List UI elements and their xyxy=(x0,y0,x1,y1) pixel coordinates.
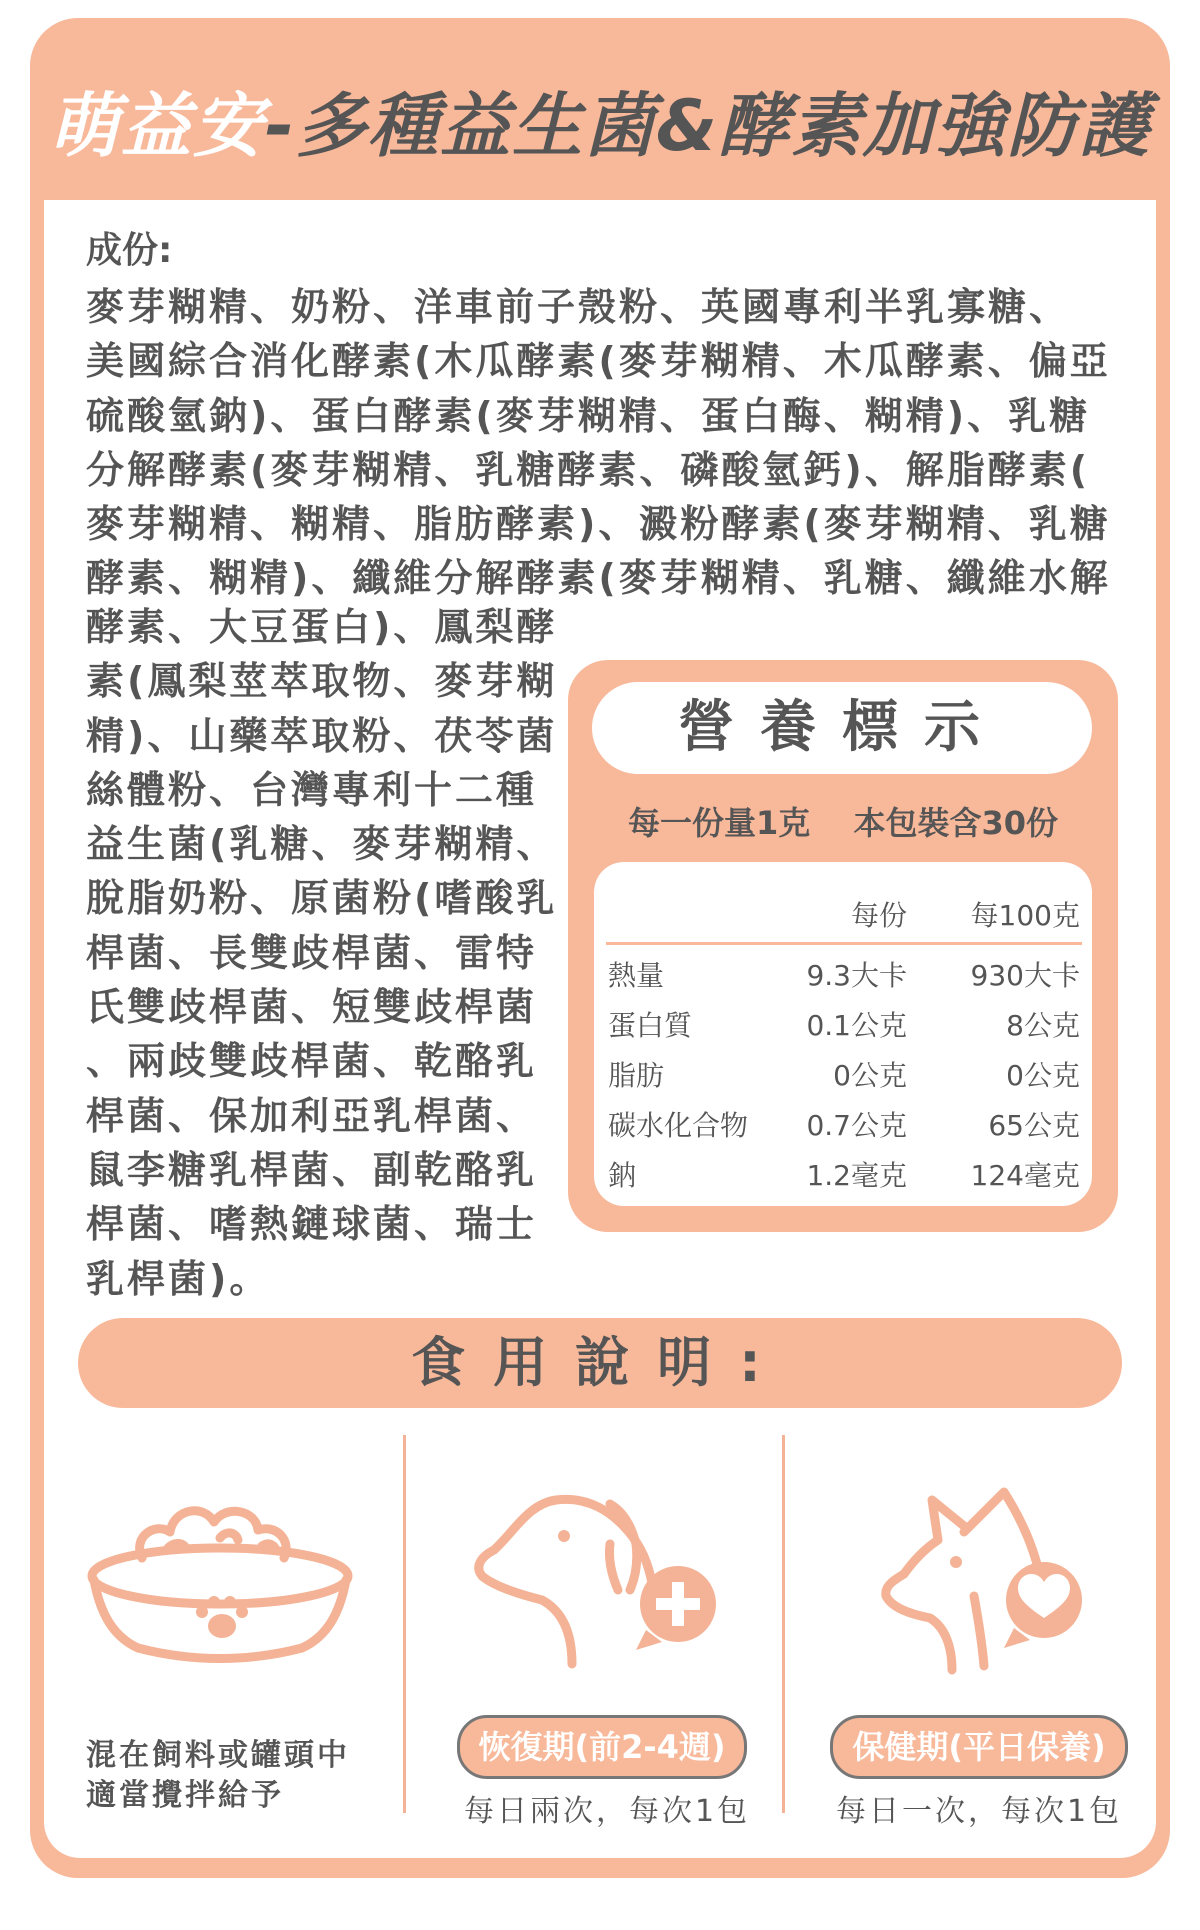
ingredients-text-narrow xyxy=(86,600,566,1306)
value-per-100g: 0公克 xyxy=(1006,1059,1080,1092)
dog-plus-icon xyxy=(460,1478,720,1678)
col-header-per-serving: 每份 xyxy=(850,899,907,932)
cat-heart-icon xyxy=(868,1478,1108,1678)
serving-info xyxy=(568,798,1118,844)
page-title xyxy=(0,70,1200,171)
table-row xyxy=(594,954,1092,994)
value-per-serving: 1.2毫克 xyxy=(806,1159,907,1192)
value-per-serving: 0公克 xyxy=(833,1059,907,1092)
ingredients-text-full xyxy=(86,280,1126,606)
column-divider xyxy=(403,1435,406,1813)
ingredient-line: 美國綜合消化酵素(木瓜酵素(麥芽糊精、木瓜酵素、偏亞 xyxy=(86,339,1111,384)
brand-name: 萌益安 xyxy=(48,85,265,167)
ingredient-line: 分解酵素(麥芽糊精、乳糖酵素、磷酸氫鈣)、解脂酵素( xyxy=(86,447,1091,492)
ingredient-line: 桿菌、長雙歧桿菌、雷特 xyxy=(86,930,538,975)
ingredient-line: 酵素、大豆蛋白)、鳳梨酵 xyxy=(86,605,558,649)
value-per-100g: 8公克 xyxy=(1006,1009,1080,1042)
ingredient-line: 乳桿菌)。 xyxy=(86,1256,271,1301)
col-header-per-100g: 每100克 xyxy=(970,899,1080,932)
table-row xyxy=(594,1004,1092,1044)
value-per-serving: 9.3大卡 xyxy=(806,959,907,992)
ingredient-line: 素(鳳梨莖萃取物、麥芽糊 xyxy=(86,659,558,704)
nutrient-name: 碳水化合物 xyxy=(608,1109,749,1142)
ingredient-line: 硫酸氫鈉)、蛋白酵素(麥芽糊精、蛋白酶、糊精)、乳糖 xyxy=(86,393,1091,438)
title-tagline: -多種益生菌&酵素加強防護 xyxy=(264,85,1152,167)
nutrient-name: 鈉 xyxy=(608,1159,637,1192)
maintenance-period-badge: 保健期(平日保養) xyxy=(830,1715,1128,1779)
ingredient-line: 精)、山藥萃取粉、茯苓菌 xyxy=(86,713,558,758)
nutrient-name: 蛋白質 xyxy=(608,1009,693,1042)
serving-size: 每一份量1克 xyxy=(628,804,811,842)
maintenance-dose-text: 每日一次，每次1包 xyxy=(835,1794,1123,1829)
bowl-instruction-line-2: 適當攪拌給予 xyxy=(86,1778,284,1813)
value-per-100g: 930大卡 xyxy=(970,959,1080,992)
table-header-divider xyxy=(606,942,1082,945)
recovery-dose-text: 每日兩次，每次1包 xyxy=(463,1794,751,1829)
servings-per-pack: 本包裝含30份 xyxy=(853,804,1058,842)
nutrient-name: 脂肪 xyxy=(608,1059,665,1092)
table-row xyxy=(594,1104,1092,1144)
ingredient-line: 益生菌(乳糖、麥芽糊精、 xyxy=(86,822,558,867)
ingredients-label: 成份: xyxy=(86,230,173,271)
ingredient-line: 、兩歧雙歧桿菌、乾酪乳 xyxy=(86,1039,538,1084)
ingredient-line: 桿菌、保加利亞乳桿菌、 xyxy=(86,1093,538,1138)
ingredient-line: 桿菌、嗜熱鏈球菌、瑞士 xyxy=(86,1202,538,1247)
nutrition-panel xyxy=(568,660,1118,1232)
nutrition-title: 營養標示 xyxy=(592,682,1092,774)
value-per-100g: 65公克 xyxy=(988,1109,1080,1142)
ingredient-line: 麥芽糊精、奶粉、洋車前子殼粉、英國專利半乳寡糖、 xyxy=(86,285,1071,329)
ingredient-line: 鼠李糖乳桿菌、副乾酪乳 xyxy=(86,1147,538,1192)
table-row xyxy=(594,1154,1092,1194)
value-per-100g: 124毫克 xyxy=(970,1159,1080,1192)
nutrition-table xyxy=(594,862,1092,1206)
usage-title: 食用說明: xyxy=(78,1318,1122,1408)
ingredient-line: 氏雙歧桿菌、短雙歧桿菌 xyxy=(86,985,538,1030)
ingredient-line: 脫脂奶粉、原菌粉(嗜酸乳 xyxy=(86,876,558,921)
value-per-serving: 0.7公克 xyxy=(806,1109,907,1142)
column-divider xyxy=(782,1435,785,1813)
ingredient-line: 麥芽糊精、糊精、脂肪酵素)、澱粉酵素(麥芽糊精、乳糖 xyxy=(86,502,1111,547)
nutrient-name: 熱量 xyxy=(608,959,665,992)
recovery-period-badge: 恢復期(前2-4週) xyxy=(457,1715,747,1779)
bowl-instruction-line-1: 混在飼料或罐頭中 xyxy=(86,1738,350,1773)
ingredient-line: 酵素、糊精)、纖維分解酵素(麥芽糊精、乳糖、纖維水解 xyxy=(86,556,1111,601)
value-per-serving: 0.1公克 xyxy=(806,1009,907,1042)
ingredient-line: 絲體粉、台灣專利十二種 xyxy=(86,767,538,812)
pet-bowl-icon xyxy=(80,1488,360,1668)
table-row xyxy=(594,1054,1092,1094)
